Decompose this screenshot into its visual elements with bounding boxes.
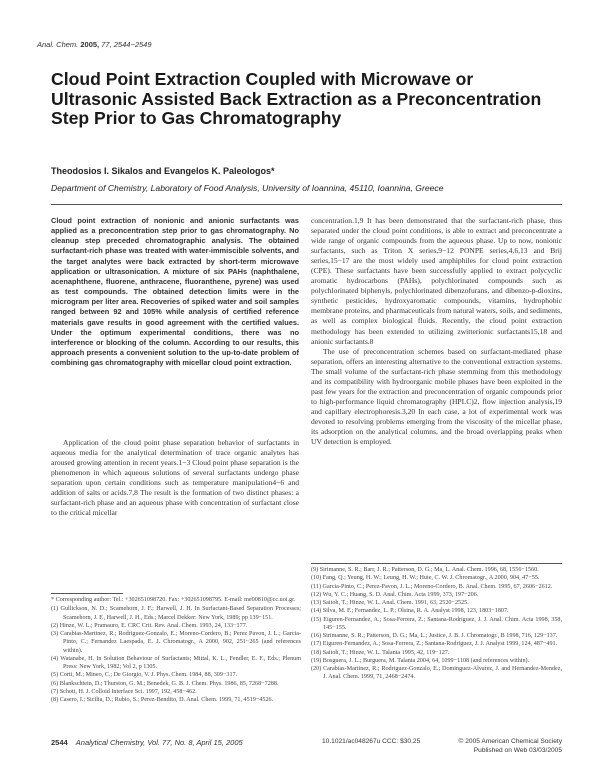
- reference-item: (19) Bosguera, J. L.; Burguera, M. Talanta 2004, 64, 1099−1108 (and references within).: [311, 657, 530, 664]
- reference-item: (11) Garcia-Pinto, C.; Perez-Pavon, J. L.; Moreno-Cordero, B. Anal. Chem. 1995, 67, 2606−2612.: [311, 583, 553, 590]
- journal-issue: Analytical Chemistry, Vol. 77, No. 8, April 15, 2005: [75, 738, 243, 747]
- page-footer-left: [51, 738, 243, 747]
- journal-year: 2005,: [80, 40, 100, 49]
- reference-item: (8) Casero, I.; Sicilia, D.; Rubio, S.; Perez-Bendito, D. Anal. Chem. 1999, 71, 4519−4526.: [51, 697, 274, 703]
- introduction-right-column: [311, 216, 562, 447]
- header-divider: [51, 204, 562, 205]
- reference-item: (4) Watanabe, H. In Solution Behaviour of Surfactants; Mittal, K. L., Fendler, E. F., Eds.; Plenum Press: New York, 1982; Vol 2, p 1305.: [51, 655, 301, 670]
- article-title: Cloud Point Extraction Coupled with Microwave or Ultrasonic Assisted Back Extraction as a Preconcentration Step Prior to Gas Chromatography: [51, 69, 542, 128]
- journal-citation: [37, 40, 152, 49]
- reference-item: (16) Sirimanne, S. R.; Patterson, D. G.; Ma, L.; Justice, J. B. J. Chromatogr., B 1998, 716, 129−137.: [311, 633, 558, 639]
- copyright: © 2005 American Chemical Society: [458, 738, 562, 745]
- reference-item: (10) Fang, Q.; Yeung, H. W.; Leung, H. W.; Huie, C. W. J. Chromatogr., A 2000, 904, 47−55.: [311, 575, 540, 582]
- body-paragraph: The use of preconcentration schemes based on surfactant-mediated phase separation, offers an interesting alternative to the conventional extraction systems. The small volume of the surfactant-rich phase stemming from this methodology and its compatibility with hydroorganic mobile phases have been exploited in the past few years for the extraction and preconcentration of organic compounds prior to high-performance liquid chromatography (HPLC)2, flow injection analysis,19 and capillary electrophoresis.3,20 In each case, a lot of experimental work was devoted to resolving problems emerging from the viscosity of the micellar phase, its adsorption on the analytical columns, and the broad overlapping peaks when UV detection is employed.: [311, 346, 562, 447]
- reference-item: (17) Eiguren-Fernandez, A.; Sosa-Ferrera, Z.; Santana-Rodriguez, J. J. Analyst 1999, 124, 487−491.: [311, 641, 558, 648]
- reference-item: (3) Carabias-Martinez, R.; Rodriguez-Gonzalo, E.; Moreno-Cordero, B.; Perez Pavon, J. L.; Garcia-Pinto, C.; Fernandez Laespada, E. J. Chromatogr., A 2000, 902, 251−265 (and references within).: [51, 631, 301, 654]
- publication-date: Published on Web 03/03/2005: [473, 746, 562, 754]
- journal-volume-pages: 77, 2544−2549: [101, 40, 152, 49]
- body-paragraph: concentration.1,9 It has been demonstrated that the surfactant-rich phase, thus separated under the cloud point conditions, is able to extract and preconcentrate a wide range of organic compounds from the aqueous phase. Up to now, nonionic surfactants, such as Triton X series,9−12 PONPE series,4,6,13 and Brij series,15−17 are the most widely used amphiphiles for cloud point extraction (CPE). These surfactants have been successfully applied to extract polycyclic aromatic hydrocarbons (PAHs), polychlorinated compounds such as polychlorinated biphenyls, polychlorinated dibenzofurans, and dibenzo-p-dioxins, synthetic pesticides, hydroxyaromatic compounds, vitamins, hydrophobic membrane proteins, and pharmaceuticals from natural waters, soils, and sediments, as well as complex biological fluids. Recently, the cloud point extraction methodology has been extended to utilizing zwitterionic surfactants15,18 and anionic surfactants.8: [311, 216, 562, 346]
- introduction-left-column: Application of the cloud point phase separation behavior of surfactants in aqueous media for the analytical determination of trace organic analytes has aroused growing attention in recent years.1−3 Cloud point phase separation is the phenomenon in which aqueous solutions of several surfactants undergo phase separation upon certain conditions such as temperature manipulation4−6 and addition of salts or acids.7,8 The result is the formation of two distinct phases: a surfactant-rich phase and an aqueous phase with concentration of surfactant close to the critical micellar: [51, 438, 299, 518]
- reference-item: (6) Blankschtein, D.; Thurston, G. M.; Benedek, G. B. J. Chem. Phys. 1986, 85, 7268−7288.: [51, 680, 279, 687]
- corresponding-author-footnote: * Corresponding author: Tel.: +302651098720. Fax: +302651098795. E-mail: me00810@cc.uoi.gr.: [51, 597, 296, 603]
- reference-item: (12) Wu, Y. C.; Huang, S. D. Anal. Chim. Acta 1999, 373, 197−206.: [311, 591, 479, 598]
- reference-item: (9) Sirimanne, S. R.; Barr, J. R.; Patterson, D. G.; Ma, L. Anal. Chem. 1996, 68, 1556−1560.: [311, 567, 539, 573]
- reference-item: (5) Corti, M.; Mineo, C.; De Giorgio, V. J. Phys. Chem. 1984, 88, 309−317.: [51, 672, 238, 679]
- doi-price: 10.1021/ac048267u CCC: $30.25: [322, 738, 421, 745]
- authors: Theodosios I. Sikalos and Evangelos K. Paleologos*: [51, 166, 275, 176]
- reference-item: (13) Saitoh, T.; Hinze, W. L. Anal. Chem. 1991, 63, 2520−2525.: [311, 600, 469, 606]
- footnote-divider: [51, 593, 123, 594]
- reference-item: (18) Saitoh, T.; Hinze, W. L. Talanta 1995, 42, 119−127.: [311, 649, 450, 656]
- references-right-column: [311, 566, 562, 682]
- reference-item: (20) Carabias-Martinez, R.; Rodriguez-Gonzalo, E.; Dominguez-Alvarez, J. and Hernandez-Mendez, J. Anal. Chem. 1999, 71, 2468−2474.: [311, 666, 562, 681]
- reference-item: (1) Gullickson, N. D.; Scamehorn, J. F.; Harwell, J. H. In Surfactant-Based Separation Processes; Scamehorn, J. F., Harwell, J. H., Eds.; Marcel Dekker: New York, 1989; pp 139−151.: [51, 606, 301, 621]
- reference-item: (14) Silva, M. F.; Fernandez, L. P.; Olsina, R. A. Analyst 1998, 123, 1803−1807.: [311, 608, 509, 615]
- references-left-column: [51, 596, 301, 704]
- journal-abbrev: Anal. Chem.: [37, 40, 79, 49]
- page-number: 2544: [51, 738, 68, 747]
- abstract: Cloud point extraction of nonionic and anionic surfactants was applied as a preconcentration step prior to gas chromatography. No cleanup step preceded chromatographic analysis. The obtained surfactant-rich phase was treated with water-immiscible solvents, and the target analytes were back extracted by short-term microwave application or ultrasonication. A mixture of six PAHs (naphthalene, acenaphthene, fluorene, anthracene, fluoranthene, pyrene) was used as test compounds. The obtained detection limits were in the microgram per liter area. Recoveries of spiked water and soil samples ranged between 92 and 105% while analysis of certified reference materials gave results in good agreement with the certified values. Under the optimum experimental conditions, there was no interference or blocking of the column. According to our results, this approach presents a convenient solution to the up-to-date problem of combining gas chromatography with micellar cloud point extraction.: [51, 216, 299, 368]
- page-footer-right: [322, 738, 562, 755]
- affiliation: Department of Chemistry, Laboratory of Food Analysis, University of Ioannina, 45110, Ioannina, Greece: [51, 183, 444, 193]
- references-divider: [311, 563, 562, 564]
- reference-item: (7) Schott, H. J. Colloid Interface Sci. 1997, 192, 458−462.: [51, 688, 197, 695]
- reference-item: (2) Hinze, W. L.; Pramauro, E. CRC Crit. Rev. Anal. Chem. 1993, 24, 133−177.: [51, 622, 248, 629]
- reference-item: (15) Eiguren-Fernandez, A.; Sosa-Ferrera, Z.; Santana-Rodriguez, J. J. Anal. Chim. Acta 1998, 358, 145−155.: [311, 616, 562, 631]
